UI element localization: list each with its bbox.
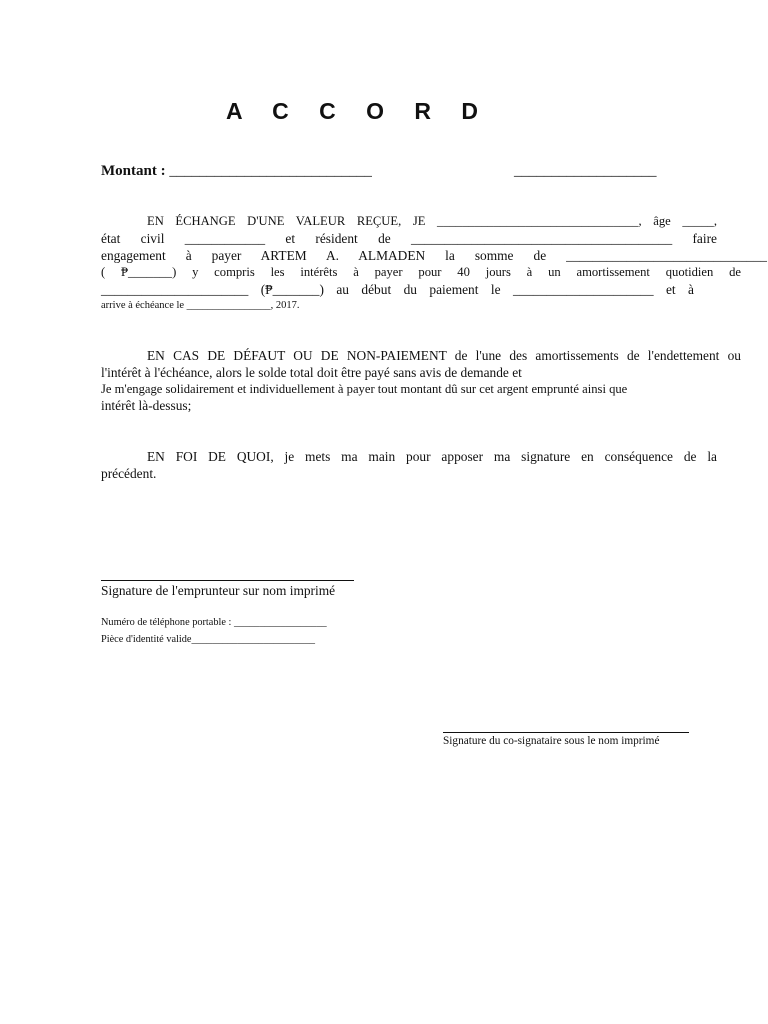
default-line-4: intérêt là-dessus; [101,398,192,413]
default-line-1: EN CAS DE DÉFAUT OU DE NON-PAIEMENT de l'une des amortissements de l'endettement ou [147,348,741,363]
amount-blank: ___________________________ [169,163,372,179]
exchange-line-4: ( ₱_______) y compris les intérêts à payer pour 40 jours à un amortissement quotidien de [101,265,741,279]
witness-line-1: EN FOI DE QUOI, je mets ma main pour apposer ma signature en conséquence de la [147,449,717,464]
exchange-line-2: état civil ____________ et résident de _______________________________________ faire [101,231,717,246]
amount-line [101,163,372,180]
witness-line-2: précédent. [101,466,157,481]
document-title: A C C O R D [225,98,491,124]
borrower-signature-line [101,580,354,581]
exchange-line-5: ______________________ (₱_______) au début du paiement le _____________________ et à [101,282,694,297]
cosigner-signature-line [443,732,689,733]
default-line-3: Je m'engage solidairement et individuellement à payer tout montant dû sur cet argent emprunté ainsi que [101,382,628,396]
default-line-2: l'intérêt à l'échéance, alors le solde total doit être payé sans avis de demande et [101,365,522,380]
exchange-line-6: arrive à échéance le ________________, 2017. [101,300,300,311]
cosigner-signature-label: Signature du co-signataire sous le nom imprimé [443,735,660,747]
borrower-id-field: Pièce d'identité valide________________________ [101,634,316,645]
exchange-line-1: EN ÉCHANGE D'UNE VALEUR REÇUE, JE ________________________________, âge _____, [147,214,717,228]
borrower-signature-label: Signature de l'emprunteur sur nom imprimé [101,583,336,598]
amount-blank-right: ___________________ [514,163,657,179]
borrower-phone-field: Numéro de téléphone portable : __________________ [101,617,327,628]
exchange-line-3: engagement à payer ARTEM A. ALMADEN la somme de ______________________________ [101,248,767,263]
amount-label: Montant : [101,163,166,179]
